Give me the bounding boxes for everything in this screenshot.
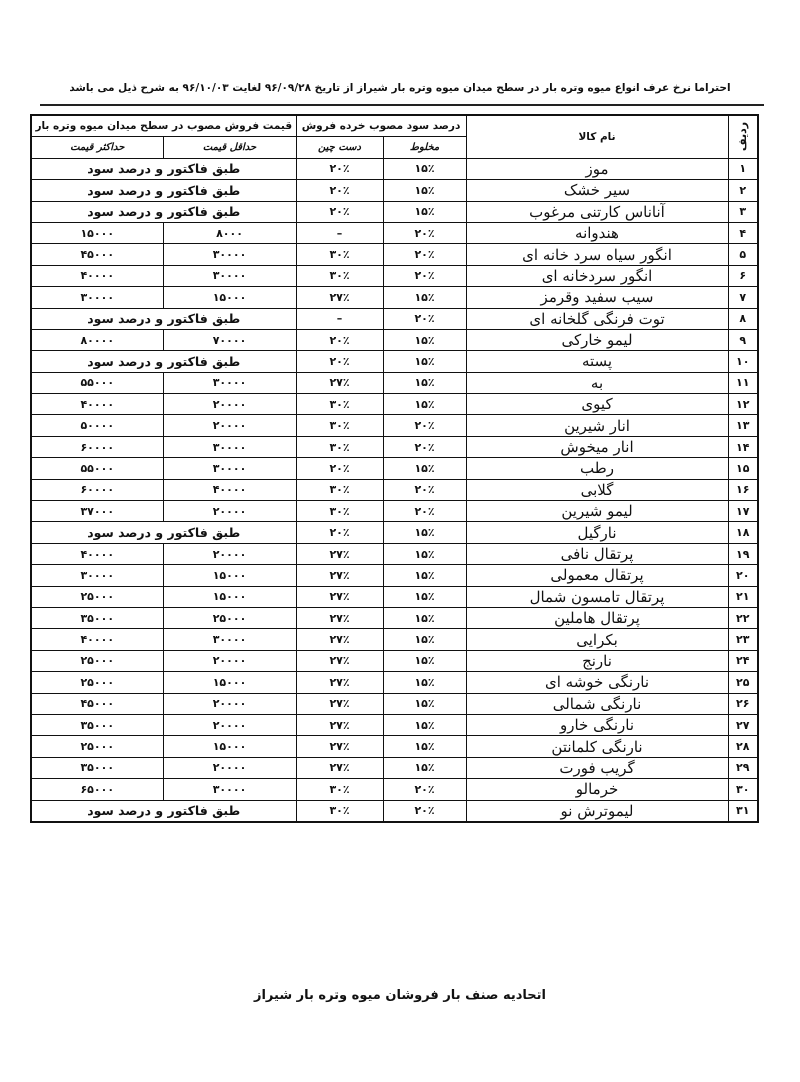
table-row bbox=[31, 436, 758, 457]
item-name-cell: انگور سردخانه ای bbox=[466, 265, 728, 286]
item-name-cell: لیموترش نو bbox=[466, 800, 728, 822]
price-min-cell: ۲۰۰۰۰ bbox=[163, 394, 296, 415]
document-footer: اتحادیه صنف بار فروشان میوه وتره بار شیراز bbox=[253, 988, 546, 1003]
row-number-cell: ۱۲ bbox=[728, 394, 758, 415]
table-row bbox=[31, 757, 758, 778]
profit-picked-cell: ۲۷٪ bbox=[296, 586, 383, 607]
item-name-cell: پرتقال هاملین bbox=[466, 607, 728, 628]
row-number-cell: ۲۵ bbox=[728, 672, 758, 693]
row-number-cell: ۹ bbox=[728, 329, 758, 350]
invoice-based-price-cell: طبق فاکتور و درصد سود bbox=[31, 201, 296, 222]
row-number-cell: ۲۴ bbox=[728, 650, 758, 671]
profit-picked-cell: – bbox=[296, 222, 383, 243]
item-name-cell: سیر خشک bbox=[466, 180, 728, 201]
row-number-cell: ۶ bbox=[728, 265, 758, 286]
price-table bbox=[30, 114, 759, 823]
item-name-cell: سیب سفید وقرمز bbox=[466, 287, 728, 308]
item-name-cell: موز bbox=[466, 158, 728, 179]
table-row bbox=[31, 180, 758, 201]
price-max-cell: ۳۵۰۰۰ bbox=[31, 714, 163, 735]
profit-mixed-cell: ۱۵٪ bbox=[383, 757, 466, 778]
invoice-based-price-cell: طبق فاکتور و درصد سود bbox=[31, 308, 296, 329]
table-row bbox=[31, 714, 758, 735]
table-row bbox=[31, 607, 758, 628]
row-number-cell: ۷ bbox=[728, 287, 758, 308]
price-max-cell: ۳۷۰۰۰ bbox=[31, 501, 163, 522]
item-name-cell: نارنگی کلمانتن bbox=[466, 736, 728, 757]
profit-mixed-cell: ۱۵٪ bbox=[383, 522, 466, 543]
table-row bbox=[31, 565, 758, 586]
header-price-min: حداقل قیمت bbox=[163, 137, 296, 158]
profit-picked-cell: ۲۷٪ bbox=[296, 565, 383, 586]
invoice-based-price-cell: طبق فاکتور و درصد سود bbox=[31, 522, 296, 543]
profit-picked-cell: ۳۰٪ bbox=[296, 800, 383, 822]
profit-picked-cell: ۲۷٪ bbox=[296, 672, 383, 693]
profit-mixed-cell: ۱۵٪ bbox=[383, 543, 466, 564]
profit-picked-cell: ۲۷٪ bbox=[296, 287, 383, 308]
row-number-cell: ۲۸ bbox=[728, 736, 758, 757]
price-min-cell: ۱۵۰۰۰ bbox=[163, 287, 296, 308]
row-number-cell: ۳۰ bbox=[728, 779, 758, 800]
profit-picked-cell: ۳۰٪ bbox=[296, 779, 383, 800]
price-min-cell: ۳۰۰۰۰ bbox=[163, 458, 296, 479]
price-max-cell: ۵۰۰۰۰ bbox=[31, 415, 163, 436]
row-number-cell: ۵ bbox=[728, 244, 758, 265]
table-row bbox=[31, 629, 758, 650]
table-row bbox=[31, 479, 758, 500]
row-number-cell: ۱ bbox=[728, 158, 758, 179]
profit-picked-cell: – bbox=[296, 308, 383, 329]
item-name-cell: آناناس کارتنی مرغوب bbox=[466, 201, 728, 222]
row-number-cell: ۲۱ bbox=[728, 586, 758, 607]
price-min-cell: ۱۵۰۰۰ bbox=[163, 586, 296, 607]
profit-mixed-cell: ۱۵٪ bbox=[383, 650, 466, 671]
header-profit-picked: دست چین bbox=[296, 137, 383, 158]
header-price-max: حداکثر قیمت bbox=[31, 137, 163, 158]
item-name-cell: توت فرنگی گلخانه ای bbox=[466, 308, 728, 329]
header-item-name: نام کالا bbox=[466, 115, 728, 158]
price-max-cell: ۴۵۰۰۰ bbox=[31, 244, 163, 265]
table-row bbox=[31, 501, 758, 522]
price-min-cell: ۳۰۰۰۰ bbox=[163, 779, 296, 800]
profit-picked-cell: ۲۰٪ bbox=[296, 458, 383, 479]
document-title: احتراما نرخ عرف انواع میوه وتره بار در سطح میدان میوه وتره بار شیراز از تاریخ ۹۶/۰۹/۲۸ لغایت ۹۶/۱۰/۰۳ به شرح ذیل می باشد bbox=[69, 82, 731, 94]
price-min-cell: ۷۰۰۰۰ bbox=[163, 329, 296, 350]
profit-picked-cell: ۲۰٪ bbox=[296, 180, 383, 201]
header-profit-group: درصد سود مصوب خرده فروش bbox=[296, 115, 466, 137]
profit-picked-cell: ۲۷٪ bbox=[296, 757, 383, 778]
price-min-cell: ۲۰۰۰۰ bbox=[163, 650, 296, 671]
profit-mixed-cell: ۱۵٪ bbox=[383, 629, 466, 650]
profit-picked-cell: ۲۰٪ bbox=[296, 329, 383, 350]
profit-mixed-cell: ۲۰٪ bbox=[383, 415, 466, 436]
profit-picked-cell: ۳۰٪ bbox=[296, 265, 383, 286]
row-number-cell: ۴ bbox=[728, 222, 758, 243]
profit-picked-cell: ۲۷٪ bbox=[296, 736, 383, 757]
row-number-cell: ۱۱ bbox=[728, 372, 758, 393]
profit-mixed-cell: ۱۵٪ bbox=[383, 736, 466, 757]
profit-picked-cell: ۲۷٪ bbox=[296, 714, 383, 735]
profit-picked-cell: ۳۰٪ bbox=[296, 394, 383, 415]
invoice-based-price-cell: طبق فاکتور و درصد سود bbox=[31, 351, 296, 372]
table-row bbox=[31, 415, 758, 436]
price-min-cell: ۲۰۰۰۰ bbox=[163, 757, 296, 778]
profit-mixed-cell: ۱۵٪ bbox=[383, 607, 466, 628]
item-name-cell: نارنگی خارو bbox=[466, 714, 728, 735]
price-max-cell: ۲۵۰۰۰ bbox=[31, 650, 163, 671]
table-row bbox=[31, 650, 758, 671]
profit-mixed-cell: ۱۵٪ bbox=[383, 158, 466, 179]
item-name-cell: رطب bbox=[466, 458, 728, 479]
table-row bbox=[31, 158, 758, 179]
header-row-number: ردیف bbox=[728, 115, 758, 158]
invoice-based-price-cell: طبق فاکتور و درصد سود bbox=[31, 800, 296, 822]
table-row bbox=[31, 394, 758, 415]
profit-mixed-cell: ۱۵٪ bbox=[383, 180, 466, 201]
item-name-cell: پرتقال معمولی bbox=[466, 565, 728, 586]
item-name-cell: انگور سیاه سرد خانه ای bbox=[466, 244, 728, 265]
price-max-cell: ۱۵۰۰۰ bbox=[31, 222, 163, 243]
row-number-cell: ۱۸ bbox=[728, 522, 758, 543]
price-min-cell: ۲۰۰۰۰ bbox=[163, 714, 296, 735]
price-max-cell: ۲۵۰۰۰ bbox=[31, 736, 163, 757]
row-number-cell: ۱۵ bbox=[728, 458, 758, 479]
item-name-cell: انار شیرین bbox=[466, 415, 728, 436]
price-min-cell: ۱۵۰۰۰ bbox=[163, 736, 296, 757]
profit-mixed-cell: ۲۰٪ bbox=[383, 800, 466, 822]
profit-picked-cell: ۲۷٪ bbox=[296, 607, 383, 628]
header-price-group: قیمت فروش مصوب در سطح میدان میوه وتره بار bbox=[31, 115, 296, 137]
profit-mixed-cell: ۱۵٪ bbox=[383, 565, 466, 586]
table-row bbox=[31, 287, 758, 308]
row-number-cell: ۸ bbox=[728, 308, 758, 329]
row-number-cell: ۲ bbox=[728, 180, 758, 201]
row-number-cell: ۳ bbox=[728, 201, 758, 222]
price-min-cell: ۲۰۰۰۰ bbox=[163, 543, 296, 564]
price-max-cell: ۸۰۰۰۰ bbox=[31, 329, 163, 350]
profit-mixed-cell: ۱۵٪ bbox=[383, 287, 466, 308]
price-min-cell: ۲۰۰۰۰ bbox=[163, 693, 296, 714]
item-name-cell: نارنگی شمالی bbox=[466, 693, 728, 714]
table-row bbox=[31, 351, 758, 372]
item-name-cell: نارگیل bbox=[466, 522, 728, 543]
price-max-cell: ۳۵۰۰۰ bbox=[31, 607, 163, 628]
profit-mixed-cell: ۱۵٪ bbox=[383, 394, 466, 415]
price-min-cell: ۳۰۰۰۰ bbox=[163, 244, 296, 265]
price-max-cell: ۲۵۰۰۰ bbox=[31, 586, 163, 607]
profit-picked-cell: ۳۰٪ bbox=[296, 436, 383, 457]
price-min-cell: ۳۰۰۰۰ bbox=[163, 436, 296, 457]
item-name-cell: به bbox=[466, 372, 728, 393]
profit-mixed-cell: ۱۵٪ bbox=[383, 586, 466, 607]
profit-picked-cell: ۳۰٪ bbox=[296, 415, 383, 436]
profit-mixed-cell: ۲۰٪ bbox=[383, 222, 466, 243]
item-name-cell: نارنگی خوشه ای bbox=[466, 672, 728, 693]
item-name-cell: بکرایی bbox=[466, 629, 728, 650]
price-min-cell: ۱۵۰۰۰ bbox=[163, 672, 296, 693]
profit-mixed-cell: ۲۰٪ bbox=[383, 436, 466, 457]
profit-mixed-cell: ۲۰٪ bbox=[383, 265, 466, 286]
row-number-cell: ۲۷ bbox=[728, 714, 758, 735]
profit-mixed-cell: ۲۰٪ bbox=[383, 479, 466, 500]
item-name-cell: لیمو شیرین bbox=[466, 501, 728, 522]
profit-picked-cell: ۲۰٪ bbox=[296, 158, 383, 179]
price-min-cell: ۴۰۰۰۰ bbox=[163, 479, 296, 500]
item-name-cell: گریب فورت bbox=[466, 757, 728, 778]
price-max-cell: ۴۰۰۰۰ bbox=[31, 543, 163, 564]
price-min-cell: ۱۵۰۰۰ bbox=[163, 565, 296, 586]
profit-mixed-cell: ۱۵٪ bbox=[383, 351, 466, 372]
price-max-cell: ۵۵۰۰۰ bbox=[31, 372, 163, 393]
row-number-cell: ۱۶ bbox=[728, 479, 758, 500]
header-profit-mixed: مخلوط bbox=[383, 137, 466, 158]
row-number-cell: ۱۰ bbox=[728, 351, 758, 372]
table-row bbox=[31, 308, 758, 329]
item-name-cell: پرتقال نافی bbox=[466, 543, 728, 564]
table-row bbox=[31, 372, 758, 393]
profit-mixed-cell: ۱۵٪ bbox=[383, 714, 466, 735]
profit-mixed-cell: ۱۵٪ bbox=[383, 693, 466, 714]
profit-picked-cell: ۳۰٪ bbox=[296, 479, 383, 500]
table-row bbox=[31, 672, 758, 693]
invoice-based-price-cell: طبق فاکتور و درصد سود bbox=[31, 180, 296, 201]
price-min-cell: ۳۰۰۰۰ bbox=[163, 265, 296, 286]
item-name-cell: لیمو خارکی bbox=[466, 329, 728, 350]
table-row bbox=[31, 586, 758, 607]
row-number-cell: ۲۲ bbox=[728, 607, 758, 628]
item-name-cell: کیوی bbox=[466, 394, 728, 415]
price-max-cell: ۶۵۰۰۰ bbox=[31, 779, 163, 800]
profit-mixed-cell: ۲۰٪ bbox=[383, 308, 466, 329]
profit-picked-cell: ۲۰٪ bbox=[296, 201, 383, 222]
profit-picked-cell: ۳۰٪ bbox=[296, 244, 383, 265]
price-max-cell: ۴۰۰۰۰ bbox=[31, 629, 163, 650]
price-min-cell: ۳۰۰۰۰ bbox=[163, 629, 296, 650]
price-max-cell: ۲۵۰۰۰ bbox=[31, 672, 163, 693]
item-name-cell: گلابی bbox=[466, 479, 728, 500]
table-row bbox=[31, 458, 758, 479]
profit-mixed-cell: ۱۵٪ bbox=[383, 458, 466, 479]
table-row bbox=[31, 800, 758, 822]
price-max-cell: ۵۵۰۰۰ bbox=[31, 458, 163, 479]
profit-picked-cell: ۲۷٪ bbox=[296, 629, 383, 650]
item-name-cell: خرمالو bbox=[466, 779, 728, 800]
row-number-cell: ۳۱ bbox=[728, 800, 758, 822]
profit-mixed-cell: ۲۰٪ bbox=[383, 501, 466, 522]
price-min-cell: ۲۵۰۰۰ bbox=[163, 607, 296, 628]
price-min-cell: ۲۰۰۰۰ bbox=[163, 415, 296, 436]
profit-mixed-cell: ۱۵٪ bbox=[383, 672, 466, 693]
row-number-cell: ۱۳ bbox=[728, 415, 758, 436]
row-number-cell: ۱۹ bbox=[728, 543, 758, 564]
invoice-based-price-cell: طبق فاکتور و درصد سود bbox=[31, 158, 296, 179]
row-number-cell: ۲۳ bbox=[728, 629, 758, 650]
price-max-cell: ۶۰۰۰۰ bbox=[31, 436, 163, 457]
table-body bbox=[31, 158, 758, 822]
profit-picked-cell: ۲۷٪ bbox=[296, 650, 383, 671]
item-name-cell: پسته bbox=[466, 351, 728, 372]
table-row bbox=[31, 693, 758, 714]
profit-mixed-cell: ۱۵٪ bbox=[383, 372, 466, 393]
price-max-cell: ۳۰۰۰۰ bbox=[31, 565, 163, 586]
table-row bbox=[31, 201, 758, 222]
title-rule bbox=[40, 104, 764, 106]
profit-mixed-cell: ۲۰٪ bbox=[383, 244, 466, 265]
table-row bbox=[31, 222, 758, 243]
item-name-cell: نارنج bbox=[466, 650, 728, 671]
table-row bbox=[31, 329, 758, 350]
table-row bbox=[31, 779, 758, 800]
price-max-cell: ۳۰۰۰۰ bbox=[31, 287, 163, 308]
profit-mixed-cell: ۱۵٪ bbox=[383, 201, 466, 222]
price-max-cell: ۴۵۰۰۰ bbox=[31, 693, 163, 714]
price-max-cell: ۳۵۰۰۰ bbox=[31, 757, 163, 778]
price-min-cell: ۸۰۰۰ bbox=[163, 222, 296, 243]
table-row bbox=[31, 736, 758, 757]
profit-mixed-cell: ۲۰٪ bbox=[383, 779, 466, 800]
price-max-cell: ۴۰۰۰۰ bbox=[31, 265, 163, 286]
price-max-cell: ۴۰۰۰۰ bbox=[31, 394, 163, 415]
profit-mixed-cell: ۱۵٪ bbox=[383, 329, 466, 350]
row-number-cell: ۲۹ bbox=[728, 757, 758, 778]
profit-picked-cell: ۲۰٪ bbox=[296, 351, 383, 372]
table-row bbox=[31, 543, 758, 564]
row-number-cell: ۲۰ bbox=[728, 565, 758, 586]
profit-picked-cell: ۲۷٪ bbox=[296, 693, 383, 714]
item-name-cell: هندوانه bbox=[466, 222, 728, 243]
table-row bbox=[31, 265, 758, 286]
price-max-cell: ۶۰۰۰۰ bbox=[31, 479, 163, 500]
item-name-cell: انار میخوش bbox=[466, 436, 728, 457]
item-name-cell: پرتقال تامسون شمال bbox=[466, 586, 728, 607]
profit-picked-cell: ۲۷٪ bbox=[296, 372, 383, 393]
table-row bbox=[31, 522, 758, 543]
row-number-cell: ۱۴ bbox=[728, 436, 758, 457]
price-min-cell: ۳۰۰۰۰ bbox=[163, 372, 296, 393]
profit-picked-cell: ۳۰٪ bbox=[296, 501, 383, 522]
table-row bbox=[31, 244, 758, 265]
profit-picked-cell: ۲۰٪ bbox=[296, 522, 383, 543]
row-number-cell: ۲۶ bbox=[728, 693, 758, 714]
row-number-cell: ۱۷ bbox=[728, 501, 758, 522]
price-min-cell: ۲۰۰۰۰ bbox=[163, 501, 296, 522]
profit-picked-cell: ۲۷٪ bbox=[296, 543, 383, 564]
